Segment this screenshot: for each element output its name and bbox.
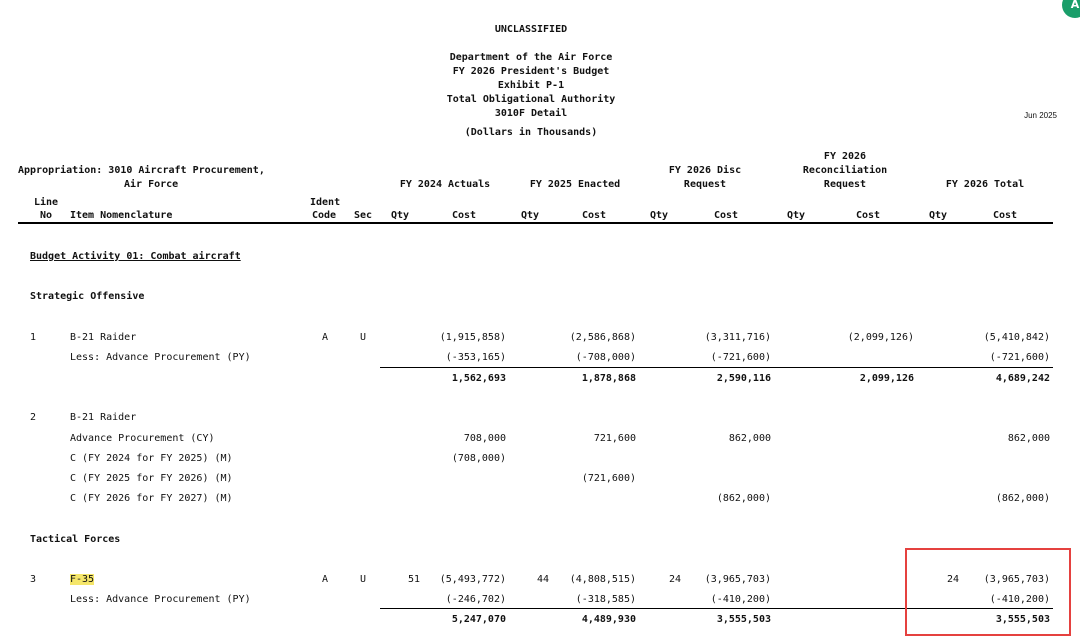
fy2025-cost: (-318,585) [575, 594, 636, 605]
fy2025-header: FY 2025 Enacted [529, 179, 621, 190]
fy2026-disc-cost: 862,000 [728, 433, 771, 444]
qty-header: Qty [650, 210, 669, 221]
fy2025-cost: (721,600) [581, 473, 636, 484]
fy2024-qty: 51 [407, 574, 420, 585]
fy2026-disc-cost: (-721,600) [710, 352, 771, 363]
fy2026-recon-cost: (2,099,126) [847, 332, 914, 343]
tactical-forces-heading: Tactical Forces [30, 534, 121, 545]
qty-header: Qty [929, 210, 948, 221]
fy2026-total-cost: (5,410,842) [983, 332, 1050, 343]
fy2026-disc-header-1: FY 2026 Disc [668, 165, 742, 176]
fy2024-cost: (-246,702) [445, 594, 506, 605]
fy2026-total-cost: (-410,200) [989, 594, 1050, 605]
translate-icon[interactable]: A [1062, 0, 1080, 18]
item-name-highlighted: F-35 [70, 574, 95, 585]
advance-procurement-label: Less: Advance Procurement (PY) [70, 594, 251, 605]
fy2026-disc-net-cost: 3,555,503 [716, 614, 771, 625]
fy2026-disc-cost: (862,000) [716, 493, 771, 504]
authority-title: Total Obligational Authority [446, 94, 616, 105]
fy2025-cost: (2,586,868) [569, 332, 636, 343]
report-date: Jun 2025 [1024, 111, 1057, 120]
fy2024-header: FY 2024 Actuals [399, 179, 491, 190]
ident-header-top: Ident [310, 197, 341, 208]
fy2026-recon-header-2: Reconciliation [802, 165, 888, 176]
fy2026-disc-cost: (3,965,703) [704, 574, 771, 585]
fy2025-net-cost: 4,489,930 [581, 614, 636, 625]
appropriation-line-1: Appropriation: 3010 Aircraft Procurement, [18, 165, 265, 176]
fy2025-cost: (-708,000) [575, 352, 636, 363]
fy2025-qty: 44 [536, 574, 549, 585]
cost-header: Cost [856, 210, 881, 221]
appropriation-line-2: Air Force [124, 179, 179, 190]
annotation-box [905, 548, 1071, 636]
qty-header: Qty [521, 210, 540, 221]
fy2024-cost: (5,493,772) [439, 574, 506, 585]
fy2026-disc-net-cost: 2,590,116 [716, 373, 771, 384]
fy2026-disc-cost: (3,311,716) [704, 332, 771, 343]
department-title: Department of the Air Force [449, 52, 613, 63]
subtotal-rule [380, 367, 1053, 368]
cost-header: Cost [582, 210, 607, 221]
line-header-bottom: No [40, 210, 53, 221]
ident-code: A [322, 574, 329, 585]
fy2026-recon-header-3: Request [823, 179, 867, 190]
line-header-top: Line [34, 197, 59, 208]
fy2025-cost: (4,808,515) [569, 574, 636, 585]
fy2026-recon-net-cost: 2,099,126 [859, 373, 914, 384]
advance-procurement-label: Advance Procurement (CY) [70, 433, 215, 444]
header-rule [18, 222, 1053, 224]
fy2024-cost: 708,000 [463, 433, 506, 444]
fy2025-net-cost: 1,878,868 [581, 373, 636, 384]
qty-header: Qty [391, 210, 410, 221]
carryover-label: C (FY 2025 for FY 2026) (M) [70, 473, 233, 484]
qty-header: Qty [787, 210, 806, 221]
budget-title: FY 2026 President's Budget [452, 66, 610, 77]
fy2026-disc-header-2: Request [683, 179, 727, 190]
fy2026-total-cost: (-721,600) [989, 352, 1050, 363]
fy2026-total-cost: (862,000) [995, 493, 1050, 504]
line-number: 3 [30, 574, 37, 585]
item-name: B-21 Raider [70, 412, 137, 423]
fy2026-total-net-cost: 4,689,242 [995, 373, 1050, 384]
fy2026-total-cost: (3,965,703) [983, 574, 1050, 585]
fy2024-cost: (1,915,858) [439, 332, 506, 343]
fy2024-net-cost: 5,247,070 [451, 614, 506, 625]
ident-code: A [322, 332, 329, 343]
security-class: U [360, 332, 367, 343]
fy2026-disc-qty: 24 [668, 574, 681, 585]
advance-procurement-label: Less: Advance Procurement (PY) [70, 352, 251, 363]
exhibit-title: Exhibit P-1 [497, 80, 565, 91]
ident-header-bottom: Code [312, 210, 337, 221]
fy2024-net-cost: 1,562,693 [451, 373, 506, 384]
fy2026-total-header: FY 2026 Total [945, 179, 1025, 190]
fy2026-disc-cost: (-410,200) [710, 594, 771, 605]
budget-activity-heading: Budget Activity 01: Combat aircraft [30, 251, 241, 262]
classification-marking: UNCLASSIFIED [494, 24, 568, 35]
fy2024-cost: (708,000) [451, 453, 506, 464]
line-number: 2 [30, 412, 37, 423]
strategic-offensive-heading: Strategic Offensive [30, 291, 145, 302]
cost-header: Cost [714, 210, 739, 221]
units-note: (Dollars in Thousands) [464, 127, 598, 138]
fy2025-cost: 721,600 [593, 433, 636, 444]
item-header: Item Nomenclature [70, 210, 173, 221]
security-class: U [360, 574, 367, 585]
cost-header: Cost [993, 210, 1018, 221]
fy2026-total-cost: 862,000 [1007, 433, 1050, 444]
fy2026-recon-header-1: FY 2026 [823, 151, 867, 162]
carryover-label: C (FY 2026 for FY 2027) (M) [70, 493, 233, 504]
item-name: B-21 Raider [70, 332, 137, 343]
sec-header: Sec [354, 210, 373, 221]
carryover-label: C (FY 2024 for FY 2025) (M) [70, 453, 233, 464]
fy2024-cost: (-353,165) [445, 352, 506, 363]
fy2026-total-net-cost: 3,555,503 [995, 614, 1050, 625]
cost-header: Cost [452, 210, 477, 221]
line-number: 1 [30, 332, 37, 343]
detail-title: 3010F Detail [494, 108, 568, 119]
fy2026-total-qty: 24 [946, 574, 959, 585]
